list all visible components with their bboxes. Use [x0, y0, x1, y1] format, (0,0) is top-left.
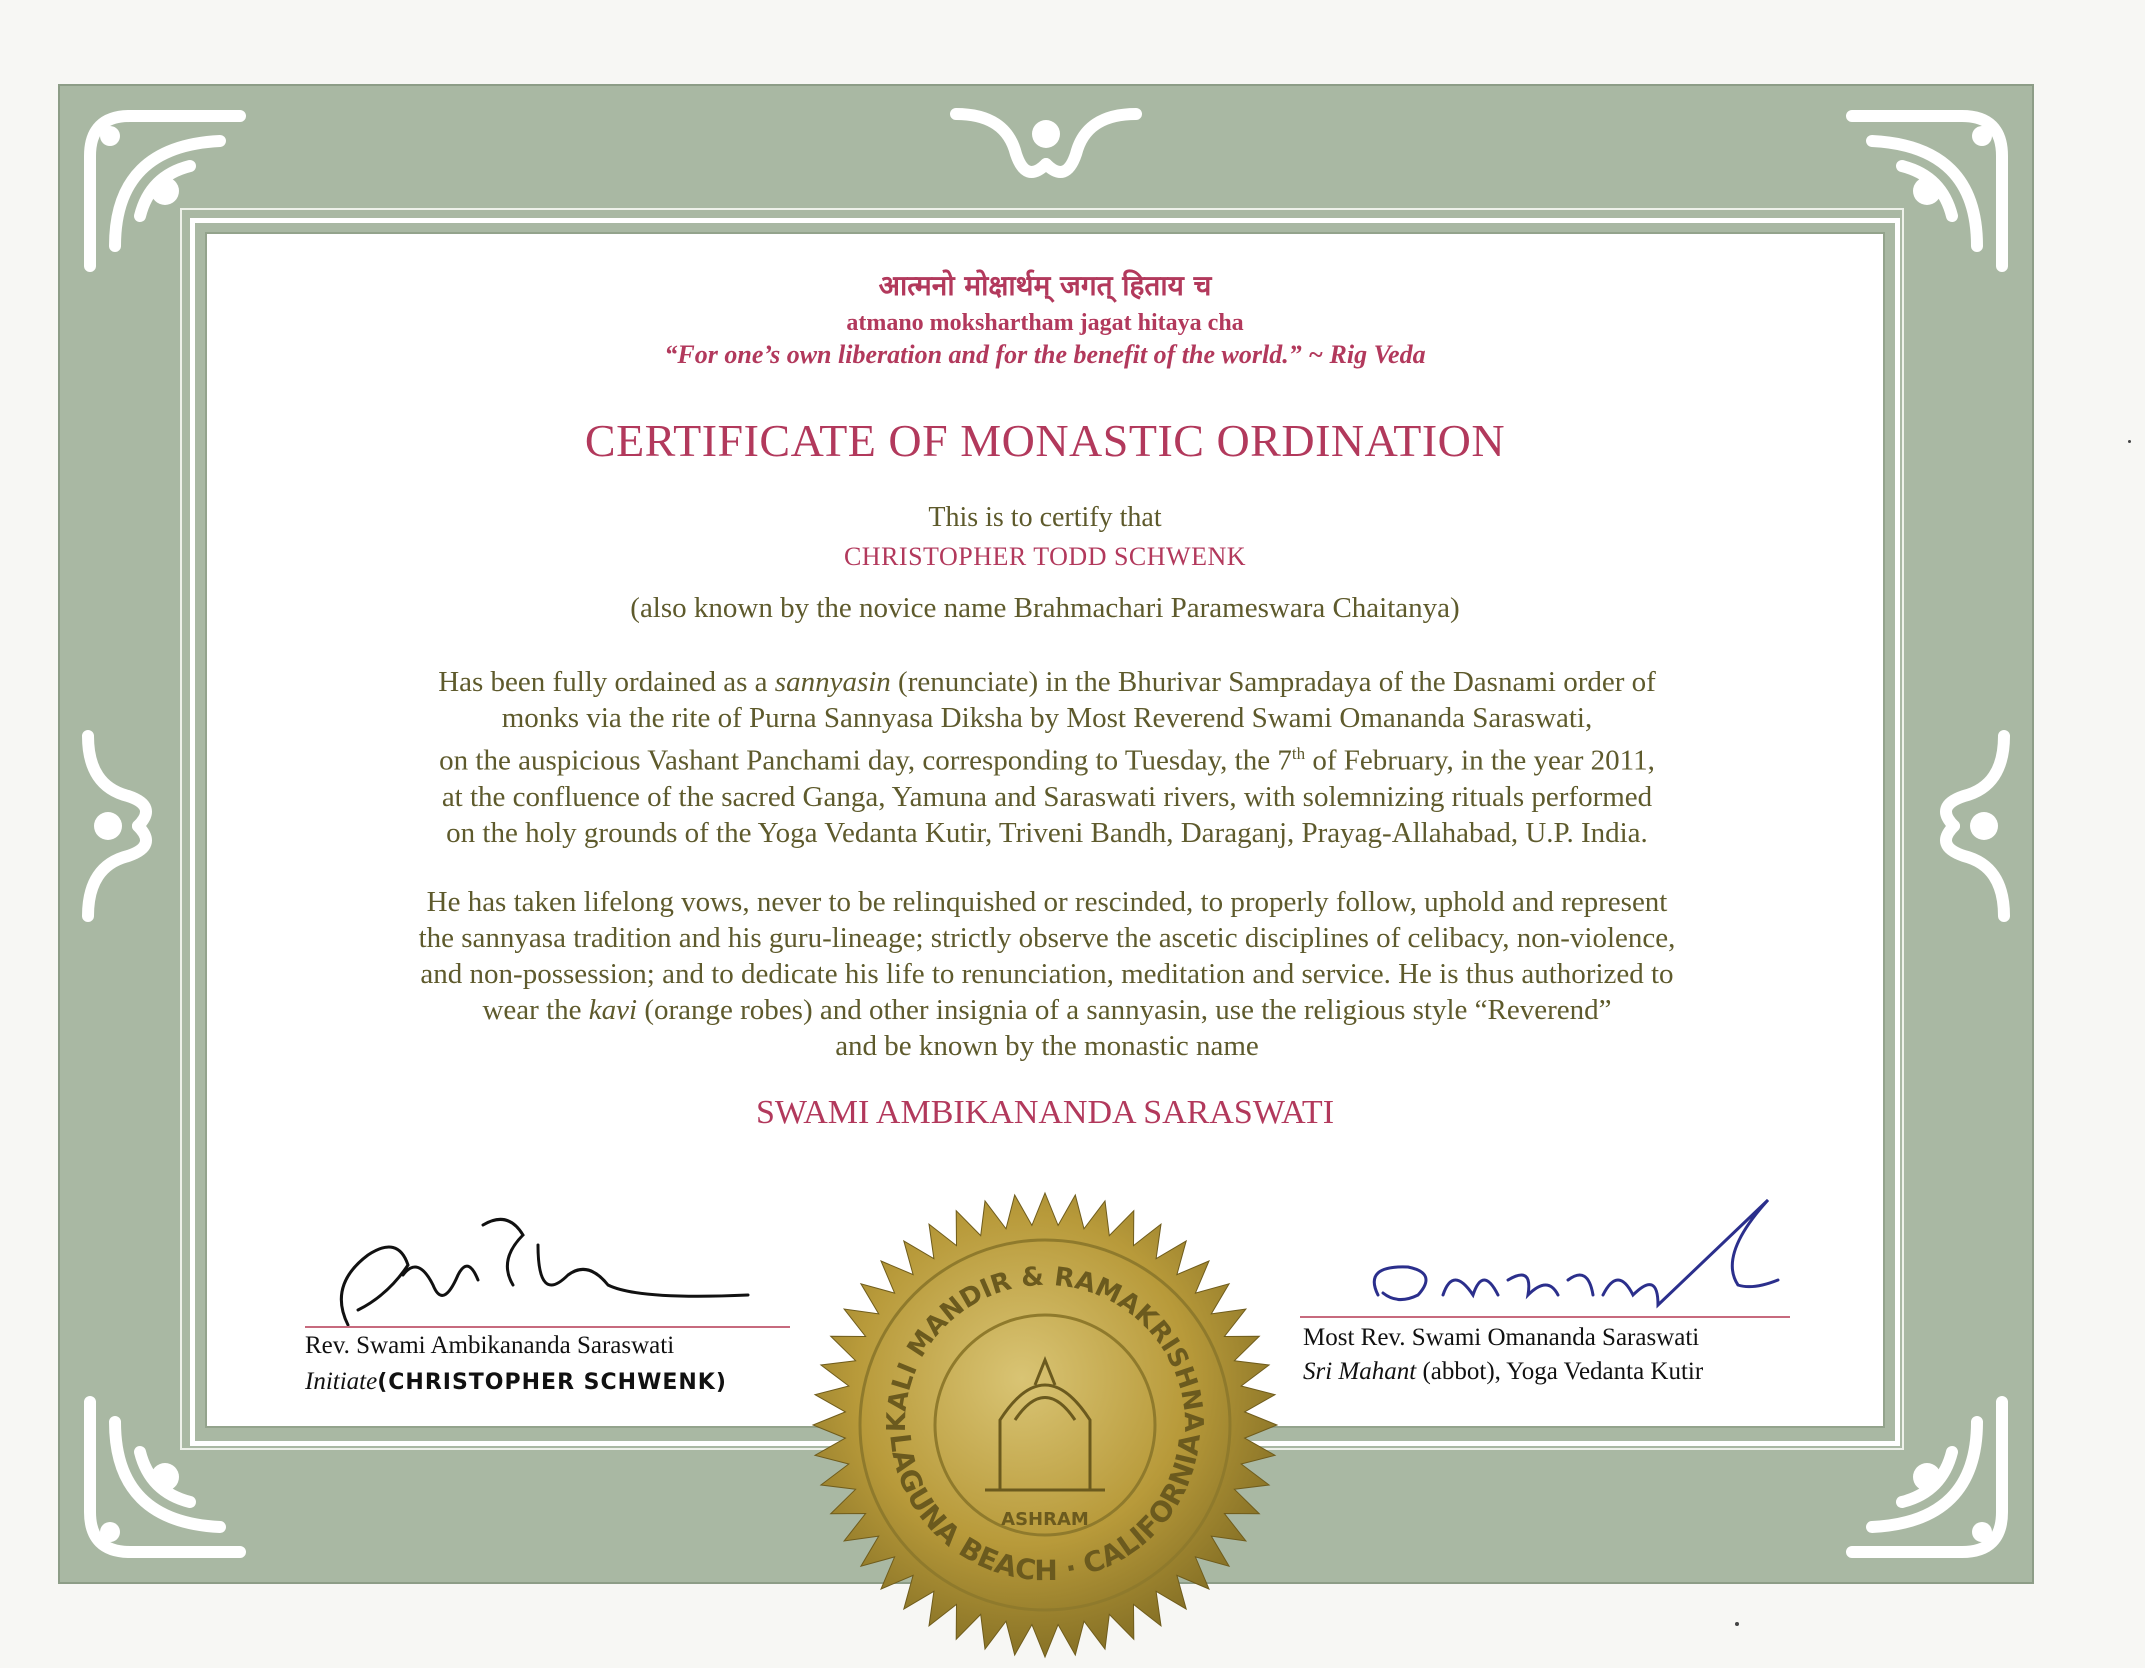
certificate-title: CERTIFICATE OF MONASTIC ORDINATION	[584, 415, 1506, 466]
ordination-line	[267, 664, 1827, 700]
right-side-ornament	[1924, 726, 2024, 926]
ordination-paragraph	[267, 664, 1827, 851]
ordination-line: at the confluence of the sacred Ganga, Yamuna and Saraswati rivers, with solemnizing rituals performed	[441, 780, 1653, 813]
sanskrit-motto-translation: “For one’s own liberation and for the benefit of the world.” ~ Rig Veda	[664, 340, 1426, 369]
monastic-name: SWAMI AMBIKANANDA SARASWATI	[755, 1094, 1335, 1131]
text-run: Has been fully ordained as a	[438, 666, 775, 698]
ordination-line	[267, 736, 1827, 779]
seal-text-bottom: LAGUNA BEACH · CALIFORNIA	[883, 1431, 1208, 1588]
left-side-ornament	[68, 726, 168, 926]
right-signer-name: Most Rev. Swami Omananda Saraswati	[1303, 1324, 1700, 1351]
seal-text-inner: ASHRAM	[1001, 1509, 1089, 1530]
sanskrit-motto-devanagari: आत्मनो मोक्षार्थम् जगत् हिताय च	[878, 269, 1212, 302]
vows-line: and non-possession; and to dedicate his life to renunciation, meditation and service. He is thus authorized to	[420, 958, 1674, 990]
ordination-line: on the holy grounds of the Yoga Vedanta Kutir, Triveni Bandh, Daraganj, Prayag-Allahabad, U.P. India.	[446, 816, 1648, 849]
text-run: (orange robes) and other insignia of a sannyasin, use the religious style “Reverend”	[637, 994, 1612, 1026]
ordination-line: monks via the rite of Purna Sannyasa Diksha by Most Reverend Swami Omananda Saraswati,	[501, 702, 1593, 734]
vows-line: He has taken lifelong vows, never to be relinquished or rescinded, to properly follow, uphold and represent	[426, 886, 1668, 918]
right-signature-scribble	[1358, 1195, 1798, 1325]
text-run: (renunciate) in the Bhurivar Sampradaya of the Dasnami order of	[890, 666, 1656, 698]
italic-term: kavi	[588, 994, 638, 1026]
vows-line: and be known by the monastic name	[835, 1030, 1259, 1062]
right-signer-role-line	[1303, 1356, 1703, 1388]
right-signer-title: Sri Mahant	[1303, 1358, 1417, 1385]
vows-line	[267, 992, 1827, 1028]
left-signer-role-line	[305, 1366, 727, 1399]
text-run: of February, in the year 2011,	[1305, 744, 1655, 777]
recipient-name: CHRISTOPHER TODD SCHWENK	[843, 542, 1247, 571]
scan-speck	[1735, 1622, 1739, 1626]
left-signer-role: Initiate	[305, 1368, 378, 1395]
right-signature-line	[1300, 1316, 1790, 1318]
left-signature-line	[305, 1326, 790, 1328]
novice-name-line: (also known by the novice name Brahmachari Parameswara Chaitanya)	[630, 592, 1460, 624]
top-center-ornament	[946, 94, 1146, 194]
vows-paragraph	[267, 884, 1827, 1064]
left-signature-scribble	[308, 1215, 778, 1335]
handwritten-legal-name: (CHRISTOPHER SCHWENK)	[377, 1370, 727, 1395]
text-run: wear the	[482, 994, 589, 1026]
certify-intro: This is to certify that	[928, 502, 1162, 533]
sanskrit-motto-transliteration: atmano mokshartham jagat hitaya cha	[846, 310, 1244, 336]
gold-embossed-seal	[810, 1190, 1280, 1660]
ordinal-suffix: th	[1291, 744, 1306, 763]
italic-term: sannyasin	[774, 666, 891, 698]
seal-text-top: KALI MANDIR & RAMAKRISHNA	[881, 1261, 1209, 1433]
right-signer-role: (abbot), Yoga Vedanta Kutir	[1416, 1358, 1704, 1385]
left-signer-name: Rev. Swami Ambikananda Saraswati	[305, 1332, 675, 1359]
scan-speck	[2128, 440, 2131, 443]
text-run: on the auspicious Vashant Panchami day, corresponding to Tuesday, the 7	[439, 744, 1292, 777]
vows-line: the sannyasa tradition and his guru-lineage; strictly observe the ascetic disciplines of celibacy, non-violence,	[418, 922, 1676, 954]
